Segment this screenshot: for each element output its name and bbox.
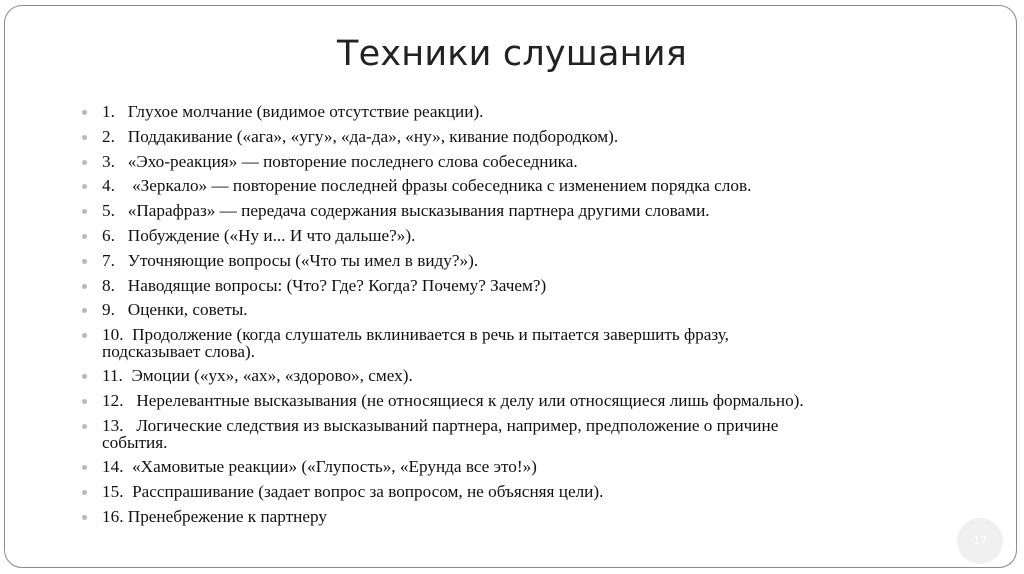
list-item-text: 1. Глухое молчание (видимое отсутствие реакции). bbox=[102, 102, 484, 121]
bullet-icon bbox=[82, 209, 87, 214]
bullet-icon bbox=[82, 259, 87, 264]
bullet-icon bbox=[82, 374, 87, 379]
list-item-text: 9. Оценки, советы. bbox=[102, 300, 248, 320]
list-item bbox=[82, 178, 982, 195]
list-item-text: 12. Нерелевантные высказывания (не относящиеся к делу или относящиеся лишь формально). bbox=[102, 391, 804, 411]
list-item bbox=[82, 275, 982, 295]
bullet-icon bbox=[82, 184, 87, 189]
list-item bbox=[82, 151, 982, 171]
bullet-icon bbox=[82, 284, 87, 289]
list-item-text: 13. Логические следствия из высказываний партнера, например, предположение о причине события. bbox=[102, 416, 779, 452]
list-item bbox=[82, 484, 982, 501]
bullet-icon bbox=[82, 308, 87, 313]
list-item bbox=[82, 302, 982, 319]
list-item bbox=[82, 393, 982, 410]
list-item-text: 7. Уточняющие вопросы («Что ты имел в виду?»). bbox=[102, 250, 479, 270]
bullet-icon bbox=[82, 234, 87, 239]
list-item bbox=[82, 327, 982, 360]
bullet-icon bbox=[82, 515, 87, 520]
list-item-text: 3. «Эхо-реакция» — повторение последнего слова собеседника. bbox=[102, 151, 578, 171]
list-item-text: 8. Наводящие вопросы: (Что? Где? Когда? Почему? Зачем?) bbox=[102, 275, 547, 295]
bullet-icon bbox=[82, 135, 87, 140]
list-item bbox=[82, 126, 982, 146]
list-item bbox=[82, 418, 982, 451]
list-item bbox=[82, 250, 982, 270]
bullet-icon bbox=[82, 333, 87, 338]
list-item bbox=[82, 104, 982, 121]
bullet-icon bbox=[82, 490, 87, 495]
bullet-icon bbox=[82, 160, 87, 165]
list-item-text: 4. «Зеркало» — повторение последней фразы собеседника с изменением порядка слов. bbox=[102, 176, 752, 196]
bullet-icon bbox=[82, 424, 87, 429]
list-item bbox=[82, 459, 982, 476]
page-number-badge: 17 bbox=[957, 518, 1003, 564]
list-item-text: 14. «Хамовитые реакции» («Глупость», «Ерунда все это!») bbox=[102, 457, 537, 477]
list-item-text: 11. Эмоции («ух», «ах», «здорово», смех). bbox=[102, 366, 413, 386]
list-item-text: 16. Пренебрежение к партнеру bbox=[102, 506, 327, 526]
list-item bbox=[82, 225, 982, 245]
list-item bbox=[82, 203, 982, 220]
slide-title: Техники слушания bbox=[337, 34, 687, 74]
list-item-text: 5. «Парафраз» — передача содержания высказывания партнера другими словами. bbox=[102, 201, 710, 221]
list-item bbox=[82, 506, 982, 526]
list-item-text: 15. Расспрашивание (задает вопрос за вопросом, не объясняя цели). bbox=[102, 482, 604, 502]
bullet-icon bbox=[82, 110, 87, 115]
bullet-icon bbox=[82, 399, 87, 404]
list-item bbox=[82, 368, 982, 385]
techniques-list bbox=[82, 104, 982, 534]
list-item-text: 2. Поддакивание («ага», «угу», «да-да», «ну», кивание подбородком). bbox=[102, 126, 619, 146]
list-item-text: 10. Продолжение (когда слушатель вклинивается в речь и пытается завершить фразу, подсказывает слова). bbox=[102, 325, 729, 361]
bullet-icon bbox=[82, 465, 87, 470]
list-item-text: 6. Побуждение («Ну и... И что дальше?»). bbox=[102, 225, 416, 245]
